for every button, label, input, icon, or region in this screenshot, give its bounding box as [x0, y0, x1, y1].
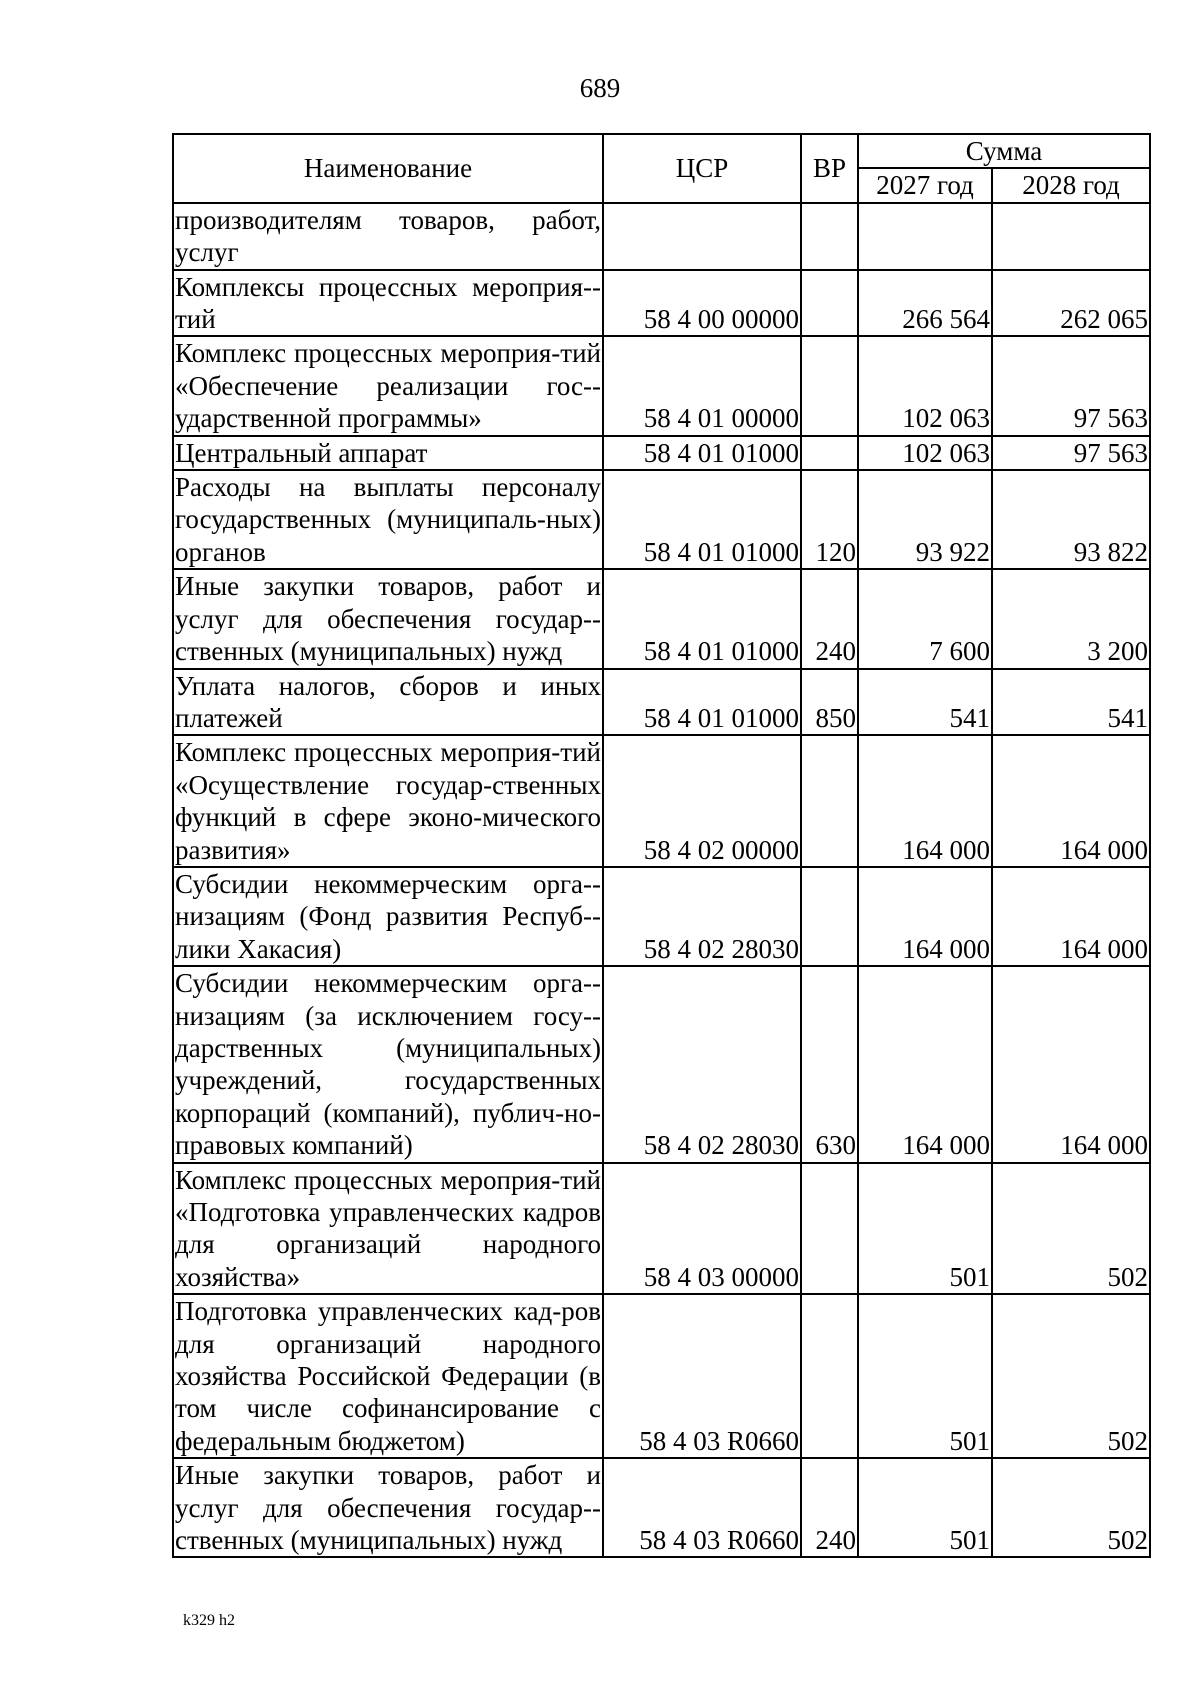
row-csr: 58 4 01 01000: [603, 669, 801, 736]
row-value-2027: 501: [858, 1458, 992, 1557]
row-value-2027: 93 922: [858, 470, 992, 569]
row-name: Комплекс процессных мероприя-тий «Подготовка управленческих кадров для организаций народного хозяйства»: [173, 1163, 603, 1295]
row-value-2027: 501: [858, 1163, 992, 1295]
table-row: [173, 1458, 1150, 1557]
row-csr: 58 4 03 00000: [603, 1163, 801, 1295]
row-vr: [801, 436, 858, 470]
header-name: Наименование: [173, 134, 603, 203]
table-row: [173, 669, 1150, 736]
row-value-2027: 102 063: [858, 336, 992, 435]
row-name: Уплата налогов, сборов и иных платежей: [173, 669, 603, 736]
row-vr: 120: [801, 470, 858, 569]
row-value-2028: 262 065: [992, 270, 1150, 337]
table-row: [173, 470, 1150, 569]
table-row: [173, 867, 1150, 966]
header-csr: ЦСР: [603, 134, 801, 203]
table-body: [173, 203, 1150, 1558]
row-name: Подготовка управленческих кад-ров для организаций народного хозяйства Российской Федерации (в том числе софинансирование с федеральным бюджетом): [173, 1294, 603, 1458]
row-vr: [801, 336, 858, 435]
row-value-2027: 501: [858, 1294, 992, 1458]
row-csr: 58 4 02 28030: [603, 966, 801, 1162]
table-row: [173, 966, 1150, 1162]
row-value-2027: 541: [858, 669, 992, 736]
row-vr: [801, 203, 858, 270]
row-vr: 630: [801, 966, 858, 1162]
row-csr: 58 4 01 01000: [603, 436, 801, 470]
row-name: Иные закупки товаров, работ и услуг для обеспечения государ-ственных (муниципальных) нужд: [173, 569, 603, 668]
row-vr: [801, 1163, 858, 1295]
header-vr: ВР: [801, 134, 858, 203]
row-csr: 58 4 02 00000: [603, 735, 801, 867]
row-vr: [801, 867, 858, 966]
table-row: [173, 1163, 1150, 1295]
row-csr: 58 4 01 00000: [603, 336, 801, 435]
row-value-2028: [992, 203, 1150, 270]
table-row: [173, 203, 1150, 270]
row-value-2027: 164 000: [858, 735, 992, 867]
row-value-2028: 541: [992, 669, 1150, 736]
row-name: Расходы на выплаты персоналу государственных (муниципаль-ных) органов: [173, 470, 603, 569]
row-vr: 240: [801, 569, 858, 668]
row-value-2028: 97 563: [992, 436, 1150, 470]
table-row: [173, 436, 1150, 470]
row-name: Комплекс процессных мероприя-тий «Осуществление государ-ственных функций в сфере эконо-мического развития»: [173, 735, 603, 867]
table-row: [173, 569, 1150, 668]
row-name: Субсидии некоммерческим орга-низациям (Фонд развития Респуб-лики Хакасия): [173, 867, 603, 966]
budget-table: [172, 133, 1151, 1558]
row-vr: [801, 270, 858, 337]
header-sum: Сумма: [858, 134, 1150, 168]
row-name: Иные закупки товаров, работ и услуг для обеспечения государ-ственных (муниципальных) нужд: [173, 1458, 603, 1557]
footer-code: k329 h2: [183, 1612, 235, 1629]
header-year-2028: 2028 год: [992, 168, 1150, 202]
row-vr: [801, 1294, 858, 1458]
row-csr: 58 4 00 00000: [603, 270, 801, 337]
row-value-2028: 502: [992, 1163, 1150, 1295]
row-csr: 58 4 02 28030: [603, 867, 801, 966]
row-value-2027: [858, 203, 992, 270]
row-value-2028: 3 200: [992, 569, 1150, 668]
row-value-2028: 164 000: [992, 735, 1150, 867]
row-value-2027: 7 600: [858, 569, 992, 668]
row-value-2028: 164 000: [992, 966, 1150, 1162]
row-value-2028: 164 000: [992, 867, 1150, 966]
row-name: производителям товаров, работ, услуг: [173, 203, 603, 270]
row-name: Комплекс процессных мероприя-тий «Обеспечение реализации гос-ударственной программы»: [173, 336, 603, 435]
table-row: [173, 336, 1150, 435]
row-value-2028: 502: [992, 1294, 1150, 1458]
row-name: Субсидии некоммерческим орга-низациям (за исключением госу-дарственных (муниципальных) учреждений, государственных корпораций (компаний), публич-но-правовых компаний): [173, 966, 603, 1162]
row-csr: 58 4 01 01000: [603, 470, 801, 569]
table-row: [173, 1294, 1150, 1458]
row-vr: 850: [801, 669, 858, 736]
row-value-2027: 164 000: [858, 966, 992, 1162]
row-csr: [603, 203, 801, 270]
row-name: Центральный аппарат: [173, 436, 603, 470]
table-row: [173, 735, 1150, 867]
row-value-2028: 93 822: [992, 470, 1150, 569]
row-value-2027: 102 063: [858, 436, 992, 470]
header-year-2027: 2027 год: [858, 168, 992, 202]
row-value-2028: 502: [992, 1458, 1150, 1557]
row-csr: 58 4 01 01000: [603, 569, 801, 668]
row-value-2028: 97 563: [992, 336, 1150, 435]
row-value-2027: 164 000: [858, 867, 992, 966]
row-value-2027: 266 564: [858, 270, 992, 337]
row-vr: 240: [801, 1458, 858, 1557]
page-number: 689: [579, 73, 621, 103]
row-csr: 58 4 03 R0660: [603, 1458, 801, 1557]
row-name: Комплексы процессных мероприя-тий: [173, 270, 603, 337]
row-vr: [801, 735, 858, 867]
row-csr: 58 4 03 R0660: [603, 1294, 801, 1458]
table-row: [173, 270, 1150, 337]
